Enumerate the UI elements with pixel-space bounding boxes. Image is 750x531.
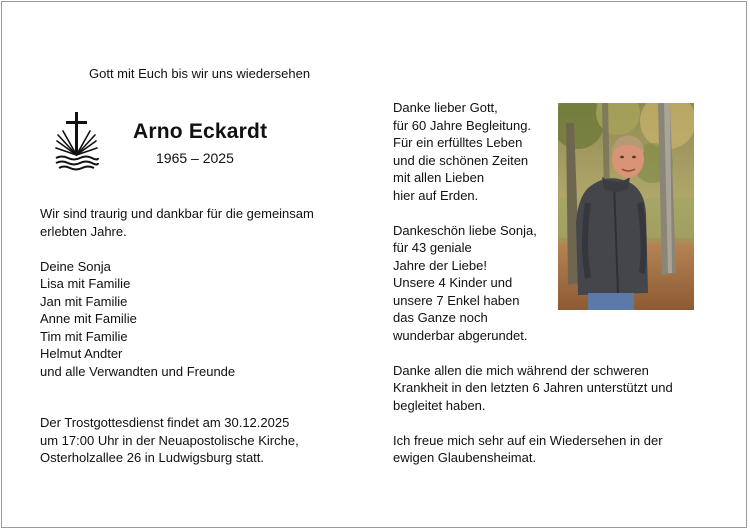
intro-line: erlebten Jahre. [40,223,127,239]
thanks-sonja-line: wunderbar abgerundet. [393,327,528,343]
obituary-card [1,1,747,528]
thanks-god-line: für 60 Jahre Begleitung. [393,117,532,133]
motto: Gott mit Euch bis wir uns wiedersehen [89,66,311,81]
thanks-god-line: Danke lieber Gott, [393,100,498,115]
thanks-all-line: Krankheit in den letzten 6 Jahren unterstützt und [393,380,673,395]
thanks-sonja-line: Jahre der Liebe! [393,257,487,273]
thanks-sonja-line: das Ganze noch [393,310,488,325]
thanks-sonja-line: unsere 7 Enkel haben [393,292,520,308]
mourner-line: Tim mit Familie [40,328,128,344]
thanks-god-line: hier auf Erden. [393,187,479,203]
thanks-god-line: Für ein erfülltes Leben [393,135,523,150]
portrait-photo [558,103,694,310]
intro-line: Wir sind traurig und dankbar für die gemeinsam [40,206,314,221]
farewell-line: ewigen Glaubensheimat. [393,450,537,465]
thanks-god-line: mit allen Lieben [393,170,485,185]
mourner-line: Helmut Andter [40,346,123,361]
mourner-line: und alle Verwandten und Freunde [40,363,236,379]
thanks-all-line: begleitet haben. [393,397,486,413]
thanks-all-line: Danke allen die mich während der schweren [393,362,649,378]
farewell-line: Ich freue mich sehr auf ein Wiedersehen in der [393,432,663,448]
mourner-line: Jan mit Familie [40,293,128,309]
service-line: um 17:00 Uhr in der Neuapostolische Kirche, [40,432,299,448]
mourner-line: Anne mit Familie [40,311,137,326]
service-line: Osterholzallee 26 in Ludwigsburg statt. [40,450,265,465]
service-line: Der Trostgottesdienst findet am 30.12.2025 [40,415,290,430]
mourner-line: Lisa mit Familie [40,276,131,291]
mourner-line: Deine Sonja [40,258,111,274]
church-emblem-icon [54,111,100,173]
deceased-name: Arno Eckardt [133,120,268,143]
thanks-sonja-line: Unsere 4 Kinder und [393,275,513,290]
mourners-block [40,205,314,380]
thanks-sonja-line: für 43 geniale [393,240,472,255]
thanks-god-line: und die schönen Zeiten [393,152,529,168]
thanks-sonja-line: Dankeschön liebe Sonja, [393,222,537,238]
service-info [40,414,299,467]
life-years: 1965 – 2025 [156,150,234,166]
